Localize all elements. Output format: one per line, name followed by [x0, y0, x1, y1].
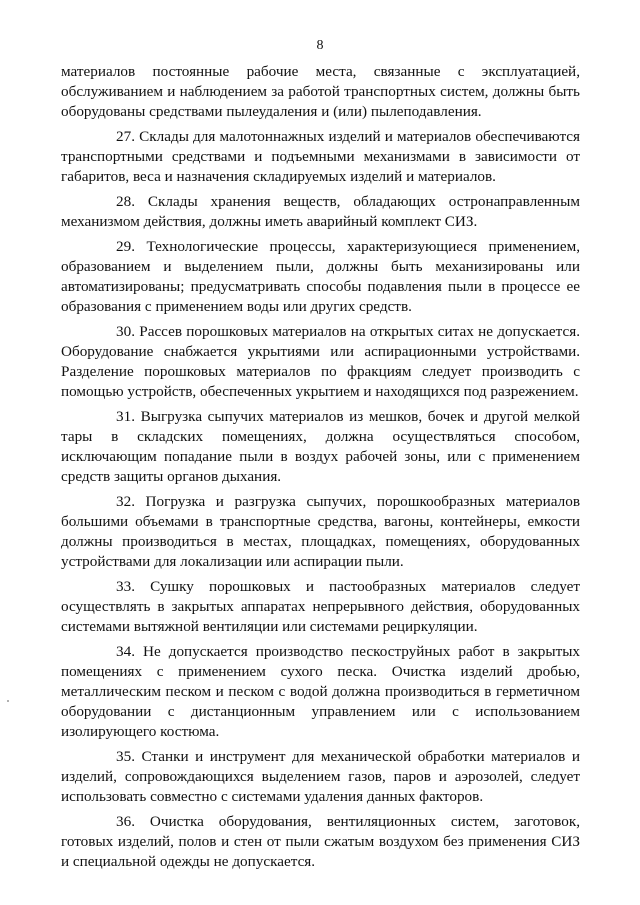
paragraph-28: 28. Склады хранения веществ, обладающих остронаправленным механизмом действия, должны иметь аварийный комплект СИЗ. — [61, 193, 580, 230]
paragraph-34: 34. Не допускается производство пескоструйных работ в закрытых помещениях с применением сухого песка. Очистка изделий дробью, металлическим песком и песком с водой должна производиться в герметичном оборудовании с дистанционным управлением или с использованием изолирующего костюма. — [61, 643, 580, 740]
scan-speck — [7, 700, 9, 702]
paragraph-31: 31. Выгрузка сыпучих материалов из мешков, бочек и другой мелкой тары в складских помещениях, должна осуществляться способом, исключающим попадание пыли в воздух рабочей зоны, или с применением средств защиты органов дыхания. — [61, 408, 580, 485]
paragraph-35: 35. Станки и инструмент для механической обработки материалов и изделий, сопровождающихся выделением газов, паров и аэрозолей, следует использовать совместно с системами удаления данных факторов. — [61, 748, 580, 805]
paragraph-27: 27. Склады для малотоннажных изделий и материалов обеспечиваются транспортными средствами и подъемными механизмами в зависимости от габаритов, веса и назначения складируемых изделий и материалов. — [61, 128, 580, 185]
paragraph-29: 29. Технологические процессы, характеризующиеся применением, образованием и выделением пыли, должны быть механизированы или автоматизированы; предусматривать способы подавления пыли в процессе ее образования с применением воды или других средств. — [61, 238, 580, 315]
paragraph-continuation: материалов постоянные рабочие места, связанные с эксплуатацией, обслуживанием и наблюдением за работой транспортных систем, должны быть оборудованы средствами пылеудаления и (или) пылеподавления. — [61, 63, 580, 120]
paragraph-36: 36. Очистка оборудования, вентиляционных систем, заготовок, готовых изделий, полов и стен от пыли сжатым воздухом без применения СИЗ и специальной одежды не допускается. — [61, 813, 580, 870]
paragraph-33: 33. Сушку порошковых и пастообразных материалов следует осуществлять в закрытых аппаратах непрерывного действия, оборудованных системами вытяжной вентиляции или системами рециркуляции. — [61, 578, 580, 635]
paragraph-30: 30. Рассев порошковых материалов на открытых ситах не допускается. Оборудование снабжается укрытиями или аспирационными устройствами. Разделение порошковых материалов по фракциям следует производить с помощью устройств, обеспеченных укрытием и находящихся под разрежением. — [61, 323, 580, 400]
document-body — [61, 62, 580, 877]
paragraph-32: 32. Погрузка и разгрузка сыпучих, порошкообразных материалов большими объемами в транспортные средства, вагоны, контейнеры, емкости должны производиться в местах, площадках, помещениях, оборудованных устройствами для локализации или аспирации пыли. — [61, 493, 580, 570]
page-number: 8 — [316, 38, 324, 53]
